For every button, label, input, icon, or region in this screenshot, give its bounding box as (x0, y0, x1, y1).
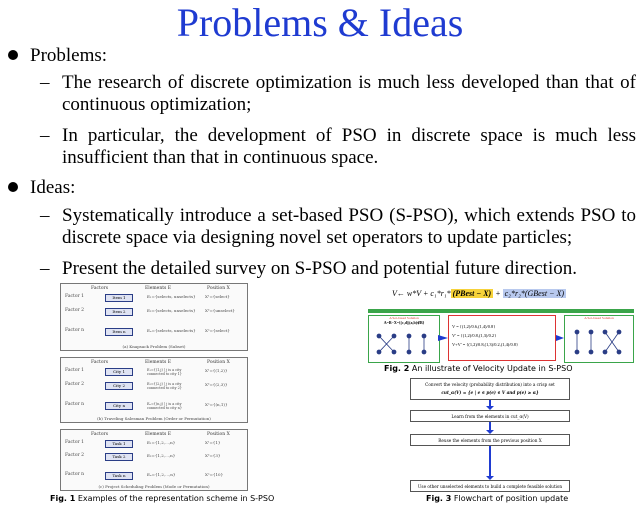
problem-item-2: – In particular, the development of PSO in discrete space is much less insufficient than that in continuous space. (40, 125, 636, 168)
dash-icon: – (40, 205, 50, 226)
fig1-row: Factor 1 Task 1 E₁={1,2,...,n} X¹={1} (65, 440, 221, 446)
bullet-dot-icon (8, 182, 18, 192)
fig3-caption: Fig. 3 Flowchart of position update (426, 494, 569, 503)
fig3-step-4: Use other unselected elements to build a complete feasible solution (410, 480, 570, 492)
dash-icon: – (40, 258, 50, 279)
bullet-dot-icon (8, 50, 18, 60)
fig2-caption: Fig. 2 An illustrate of Velocity Update in S-PSO (384, 364, 573, 373)
fig3-arrows (410, 378, 570, 492)
fig1-panel-b: Factors Elements E Position X Factor 1 City 1 E₁={(1,j) | j is a city connected to city 1} X¹={(1,2)} Factor 2 City 2 E₂={(2,j) | j is a city connected to city 2} X²={(2,3)} Factor n City n Eₙ={(n,j) | j is a city connected to city n} Xⁿ={(n,1)} (b) Traveling Salesman Problem (Order or Permutation) (60, 357, 248, 423)
fig2-left-panel: A Set-based Solution A=B−X={(c,d)|(a,b)∉B} (368, 315, 440, 363)
fig3-step-1: Convert the velocity (probability distribution) into a crisp set cut_α(V) = {e | e ∈ p(e) ∈ V and p(e) ≥ α} (410, 378, 570, 400)
fig2-center-panel: V = {(1,2)/0.6,(1,4)/0.8} V' = {(1,2)/0.8,(1,3)/0.2} V+V' = {(1,2)/0.8,(1,3)/0.2,(1,4)/0.8} (448, 315, 556, 361)
fig1-panel-c: Factors Elements E Position X Factor 1 Task 1 E₁={1,2,...,n} X¹={1} Factor 2 Task 2 E₂={1,2,...,n} X²={3} Factor n Task n Eₙ={1,2,...,n} Xⁿ={10} (c) Project Scheduling Problem (Mode or Permutation) (60, 429, 248, 491)
fig2-term-pbest: (PBest − X) (452, 289, 492, 298)
fig2-equation: V← w*V + c₁*r₁* (PBest − X) + c₂*r₂*(GBest − X) (392, 289, 565, 298)
fig1-row: Factor n Task n Eₙ={1,2,...,n} Xⁿ={10} (65, 472, 224, 478)
fig2-arrows (368, 285, 634, 375)
fig1-panel-a: Factors Elements E Position X Factor 1 Item 1 E₁={selects, unselects} X¹={select} Factor 2 Item 2 E₂={selects, unselects} X²={unselect} Factor n Item n Eₙ={selects, unselects} Xⁿ={select} (a) Knapsack Problem (Subset) (60, 283, 248, 351)
idea-item-2: – Present the detailed survey on S-PSO and potential future direction. (40, 258, 577, 279)
idea-item-1: – Systematically introduce a set-based PSO (S-PSO), which extends PSO to discrete space via designing novel set operators to update particles; (40, 205, 636, 248)
bullet-ideas (8, 177, 75, 199)
fig3-step-2: Learn from the elements in cut_α(V) (410, 410, 570, 422)
fig1-row: Factor 2 Task 2 E₂={1,2,...,n} X²={3} (65, 453, 221, 459)
figure-2 (368, 285, 634, 375)
fig2-term-gbest: c₂*r₂*(GBest − X) (504, 289, 565, 298)
fig1-row: Factor 2 Item 2 E₂={selects, unselects} X²={unselect} (65, 308, 235, 314)
fig2-right-panel: A Set-based Solution (564, 315, 634, 363)
fig1-row: Factor 1 City 1 E₁={(1,j) | j is a city connected to city 1} X¹={(1,2)} (65, 368, 228, 376)
dash-icon: – (40, 125, 50, 146)
section-heading-ideas: Ideas: (30, 177, 76, 198)
problem-item-1: – The research of discrete optimization is much less developed than that of continuous optimization; (40, 72, 636, 115)
fig1-row: Factor n City n Eₙ={(n,j) | j is a city connected to city n} Xⁿ={(n,1)} (65, 402, 228, 410)
fig3-step-3: Reuse the elements from the previous position X (410, 434, 570, 446)
fig1-row: Factor 1 Item 1 E₁={selects, unselects} X¹={select} (65, 294, 230, 300)
dash-icon: – (40, 72, 50, 93)
fig1-caption: Fig. 1 Examples of the representation scheme in S-PSO (50, 494, 275, 503)
fig1-row: Factor 2 City 2 E₂={(2,j) | j is a city connected to city 2} X²={(2,3)} (65, 382, 228, 390)
section-heading-problems: Problems: (30, 45, 108, 66)
figure-3 (410, 378, 570, 492)
fig1-row: Factor n Item n Eₙ={selects, unselects} Xⁿ={select} (65, 328, 230, 334)
page-title: Problems & Ideas (176, 0, 464, 45)
bullet-problems (8, 45, 107, 67)
figure-1 (60, 283, 248, 497)
